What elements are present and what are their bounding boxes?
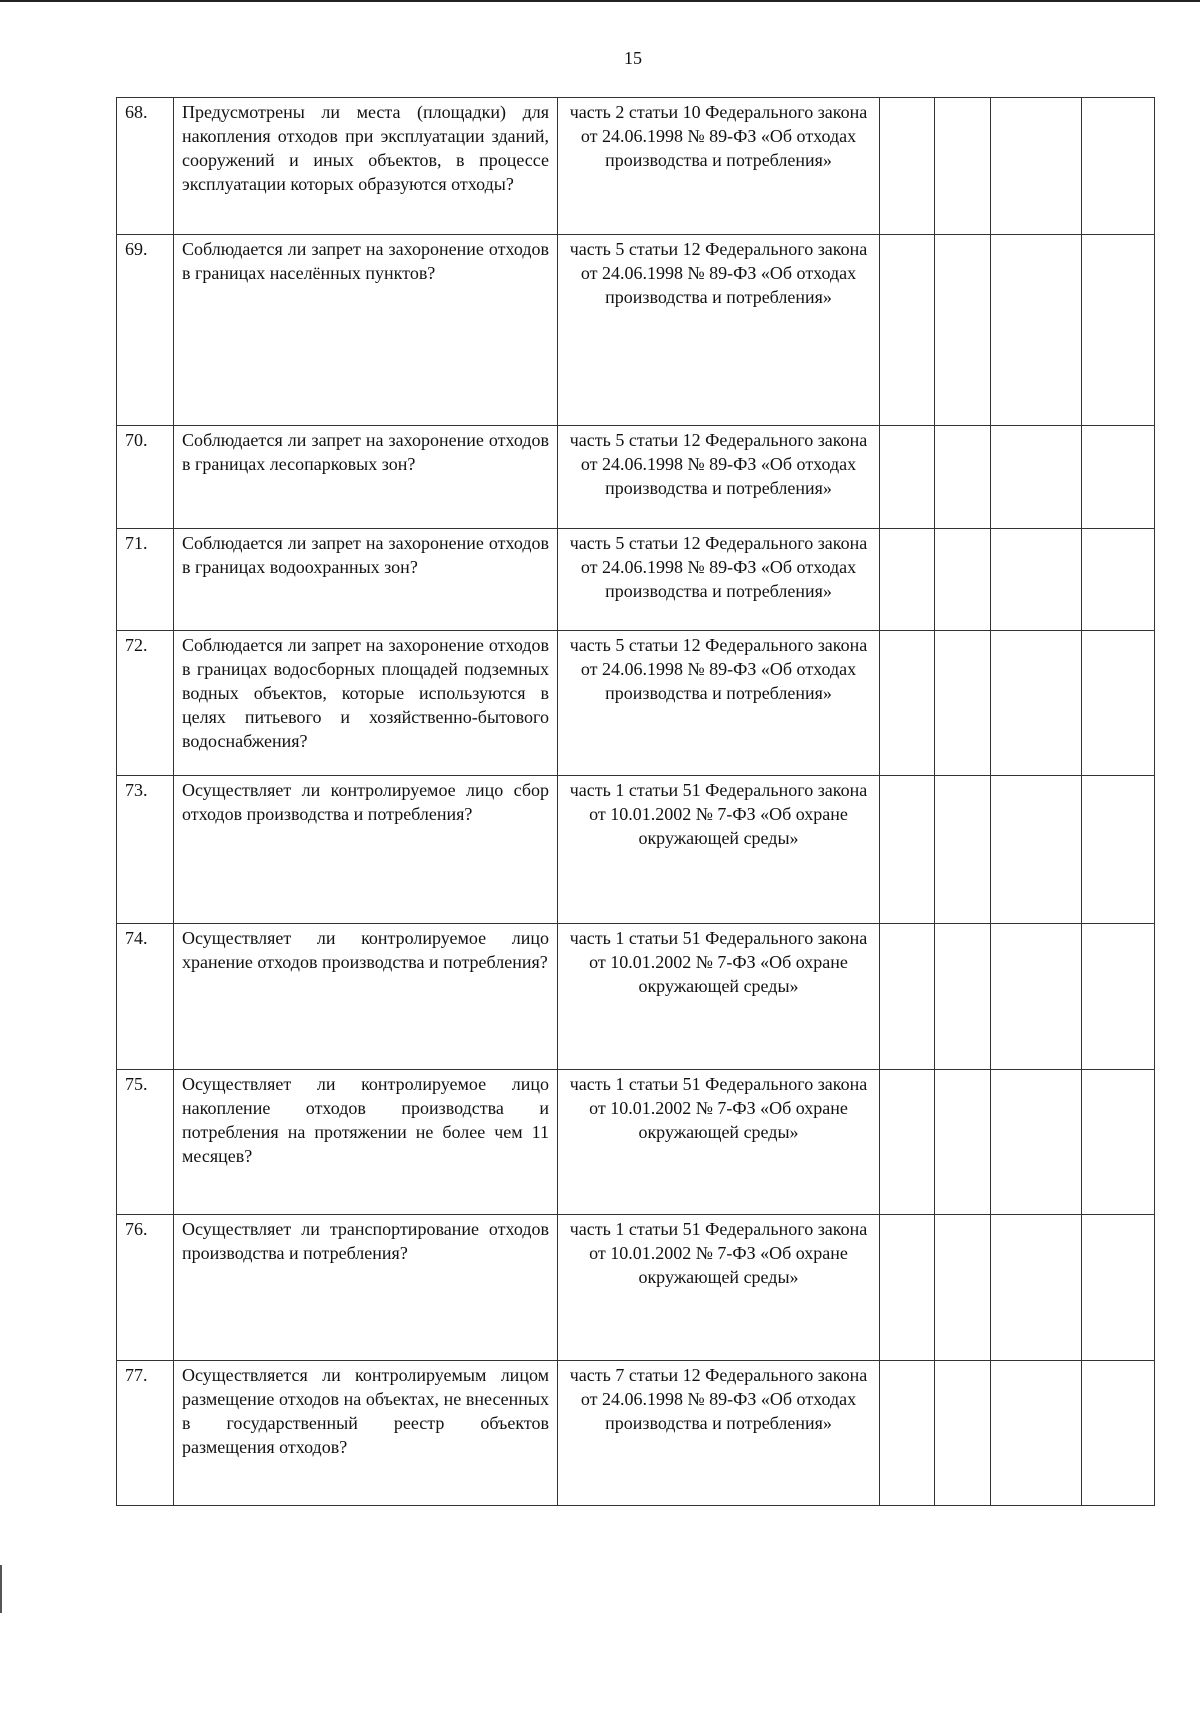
answer-cell <box>935 529 991 631</box>
answer-cell <box>1082 98 1155 235</box>
answer-cell <box>1082 529 1155 631</box>
page-number: 15 <box>624 48 642 68</box>
row-number: 72. <box>117 631 174 776</box>
answer-cell <box>1082 235 1155 426</box>
answer-cell <box>991 529 1082 631</box>
answer-cell <box>1082 776 1155 924</box>
answer-cell <box>880 1070 935 1215</box>
top-border-line <box>0 0 1200 2</box>
answer-cell <box>991 1215 1082 1361</box>
question-cell: Осуществляет ли контролируемое лицо накопление отходов производства и потребления на протяжении не более чем 11 месяцев? <box>174 1070 558 1215</box>
question-cell: Соблюдается ли запрет на захоронение отходов в границах населённых пунктов? <box>174 235 558 426</box>
checklist-rows <box>117 98 1155 1506</box>
table-row <box>117 235 1155 426</box>
answer-cell <box>991 631 1082 776</box>
question-cell: Осуществляет ли контролируемое лицо сбор отходов производства и потребления? <box>174 776 558 924</box>
table-row <box>117 1361 1155 1506</box>
legal-reference-cell: часть 1 статьи 51 Федерального закона от 10.01.2002 № 7-ФЗ «Об охране окружающей среды» <box>558 1070 880 1215</box>
row-number: 71. <box>117 529 174 631</box>
answer-cell <box>991 98 1082 235</box>
checklist-table <box>116 97 1155 1506</box>
legal-reference-cell: часть 5 статьи 12 Федерального закона от 24.06.1998 № 89-ФЗ «Об отходах производства и потребления» <box>558 631 880 776</box>
answer-cell <box>991 924 1082 1070</box>
question-cell: Осуществляет ли транспортирование отходов производства и потребления? <box>174 1215 558 1361</box>
question-cell: Соблюдается ли запрет на захоронение отходов в границах водоохранных зон? <box>174 529 558 631</box>
table-row <box>117 924 1155 1070</box>
answer-cell <box>880 235 935 426</box>
answer-cell <box>991 426 1082 529</box>
answer-cell <box>935 631 991 776</box>
question-cell: Соблюдается ли запрет на захоронение отходов в границах водосборных площадей подземных водных объектов, которые используются в целях питьевого и хозяйственно-бытового водоснабжения? <box>174 631 558 776</box>
answer-cell <box>1082 426 1155 529</box>
question-cell: Соблюдается ли запрет на захоронение отходов в границах лесопарковых зон? <box>174 426 558 529</box>
row-number: 69. <box>117 235 174 426</box>
answer-cell <box>991 1070 1082 1215</box>
legal-reference-cell: часть 7 статьи 12 Федерального закона от 24.06.1998 № 89-ФЗ «Об отходах производства и потребления» <box>558 1361 880 1506</box>
row-number: 77. <box>117 1361 174 1506</box>
answer-cell <box>991 776 1082 924</box>
answer-cell <box>935 776 991 924</box>
answer-cell <box>935 235 991 426</box>
answer-cell <box>880 924 935 1070</box>
answer-cell <box>880 1361 935 1506</box>
row-number: 70. <box>117 426 174 529</box>
table-row <box>117 426 1155 529</box>
legal-reference-cell: часть 5 статьи 12 Федерального закона от 24.06.1998 № 89-ФЗ «Об отходах производства и потребления» <box>558 426 880 529</box>
table-row <box>117 631 1155 776</box>
answer-cell <box>935 1070 991 1215</box>
table-row <box>117 529 1155 631</box>
answer-cell <box>880 776 935 924</box>
answer-cell <box>935 1361 991 1506</box>
answer-cell <box>991 235 1082 426</box>
answer-cell <box>935 1215 991 1361</box>
question-cell: Осуществляется ли контролируемым лицом размещение отходов на объектах, не внесенных в государственный реестр объектов размещения отходов? <box>174 1361 558 1506</box>
answer-cell <box>991 1361 1082 1506</box>
legal-reference-cell: часть 5 статьи 12 Федерального закона от 24.06.1998 № 89-ФЗ «Об отходах производства и потребления» <box>558 235 880 426</box>
legal-reference-cell: часть 5 статьи 12 Федерального закона от 24.06.1998 № 89-ФЗ «Об отходах производства и потребления» <box>558 529 880 631</box>
question-cell: Предусмотрены ли места (площадки) для накопления отходов при эксплуатации зданий, сооружений и иных объектов, в процессе эксплуатации которых образуются отходы? <box>174 98 558 235</box>
answer-cell <box>1082 1215 1155 1361</box>
question-cell: Осуществляет ли контролируемое лицо хранение отходов производства и потребления? <box>174 924 558 1070</box>
scan-edge-mark <box>0 1565 2 1613</box>
answer-cell <box>1082 1361 1155 1506</box>
legal-reference-cell: часть 1 статьи 51 Федерального закона от 10.01.2002 № 7-ФЗ «Об охране окружающей среды» <box>558 776 880 924</box>
answer-cell <box>935 98 991 235</box>
answer-cell <box>880 98 935 235</box>
answer-cell <box>880 426 935 529</box>
legal-reference-cell: часть 1 статьи 51 Федерального закона от 10.01.2002 № 7-ФЗ «Об охране окружающей среды» <box>558 1215 880 1361</box>
answer-cell <box>1082 631 1155 776</box>
answer-cell <box>1082 924 1155 1070</box>
answer-cell <box>935 924 991 1070</box>
answer-cell <box>880 1215 935 1361</box>
row-number: 76. <box>117 1215 174 1361</box>
table-row <box>117 776 1155 924</box>
legal-reference-cell: часть 1 статьи 51 Федерального закона от 10.01.2002 № 7-ФЗ «Об охране окружающей среды» <box>558 924 880 1070</box>
row-number: 74. <box>117 924 174 1070</box>
table-row <box>117 1070 1155 1215</box>
table-row <box>117 1215 1155 1361</box>
legal-reference-cell: часть 2 статьи 10 Федерального закона от 24.06.1998 № 89-ФЗ «Об отходах производства и потребления» <box>558 98 880 235</box>
row-number: 68. <box>117 98 174 235</box>
table-row <box>117 98 1155 235</box>
answer-cell <box>1082 1070 1155 1215</box>
answer-cell <box>935 426 991 529</box>
answer-cell <box>880 529 935 631</box>
row-number: 75. <box>117 1070 174 1215</box>
row-number: 73. <box>117 776 174 924</box>
answer-cell <box>880 631 935 776</box>
